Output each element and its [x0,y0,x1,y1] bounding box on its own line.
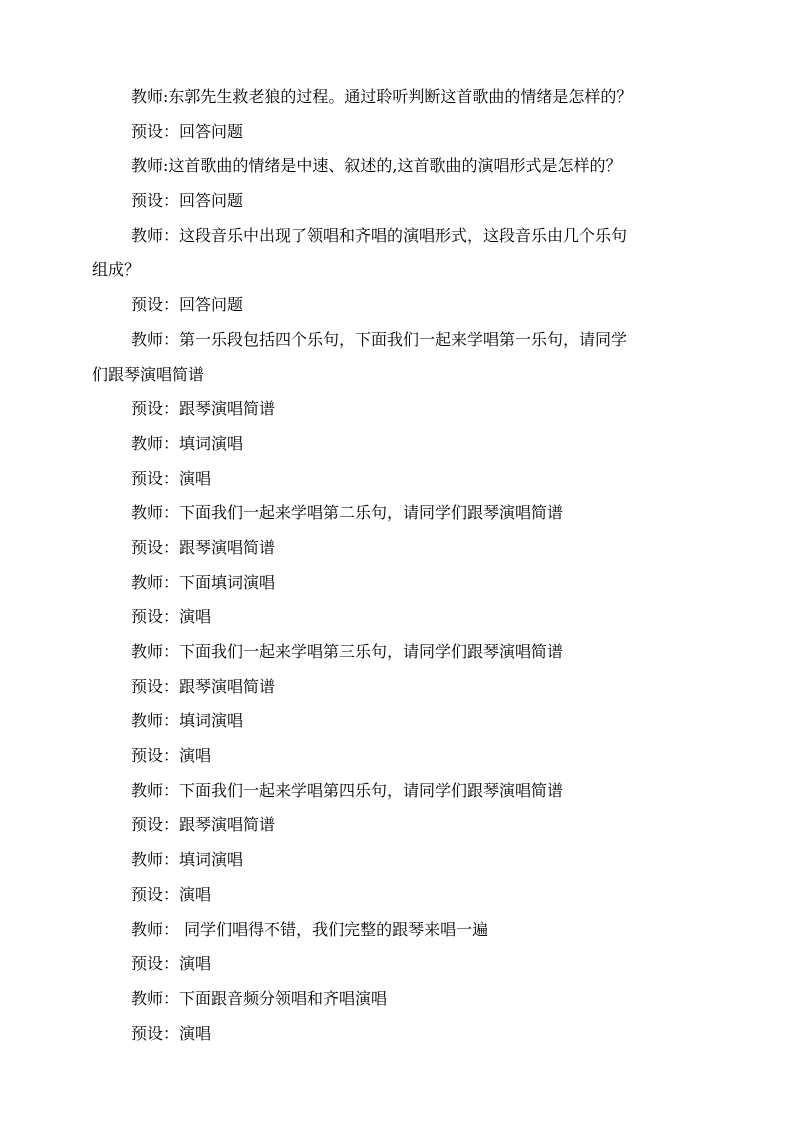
text-line: 预设：演唱 [131,746,212,766]
text-line: 教师：第一乐段包括四个乐句，下面我们一起来学唱第一乐句，请同学 [131,329,628,349]
text-line: 预设：演唱 [131,1023,212,1043]
text-line-continuation: 组成？ [92,260,141,280]
text-line: 预设：演唱 [131,607,212,627]
text-line: 教师：填词演唱 [131,433,244,453]
text-line: 教师：下面我们一起来学唱第四乐句，请同学们跟琴演唱简谱 [131,780,564,800]
text-line: 教师：下面我们一起来学唱第三乐句，请同学们跟琴演唱简谱 [131,642,564,661]
text-line: 教师： 同学们唱得不错，我们完整的跟琴来唱一遍 [131,919,489,939]
text-line: 教师：下面我们一起来学唱第二乐句，请同学们跟琴演唱简谱 [131,503,564,523]
text-line: 预设：跟琴演唱简谱 [131,815,276,835]
document-body [92,80,712,1051]
text-line: 教师：下面跟音频分领唱和齐唱演唱 [131,988,388,1008]
text-line: 预设：跟琴演唱简谱 [131,537,276,557]
text-line: 预设：演唱 [131,884,212,904]
text-line: 预设：跟琴演唱简谱 [131,676,276,696]
text-line: 教师：填词演唱 [131,850,244,870]
text-line: 预设：回答问题 [131,191,244,211]
text-line: 教师：填词演唱 [131,711,244,731]
text-line: 教师:东郭先生救老狼的过程。通过聆听判断这首歌曲的情绪是怎样的？ [131,87,633,106]
text-line: 教师:这首歌曲的情绪是中速、叙述的,这首歌曲的演唱形式是怎样的？ [131,156,622,176]
text-line: 预设：跟琴演唱简谱 [131,399,276,419]
text-line: 教师：这段音乐中出现了领唱和齐唱的演唱形式，这段音乐由几个乐句 [131,225,628,245]
text-line: 预设：回答问题 [131,295,244,315]
text-line-continuation: 们跟琴演唱简谱 [92,364,205,384]
text-line: 预设：演唱 [131,954,212,974]
text-line: 预设：回答问题 [131,121,244,141]
text-line: 教师：下面填词演唱 [131,572,276,592]
text-line: 预设：演唱 [131,468,212,488]
